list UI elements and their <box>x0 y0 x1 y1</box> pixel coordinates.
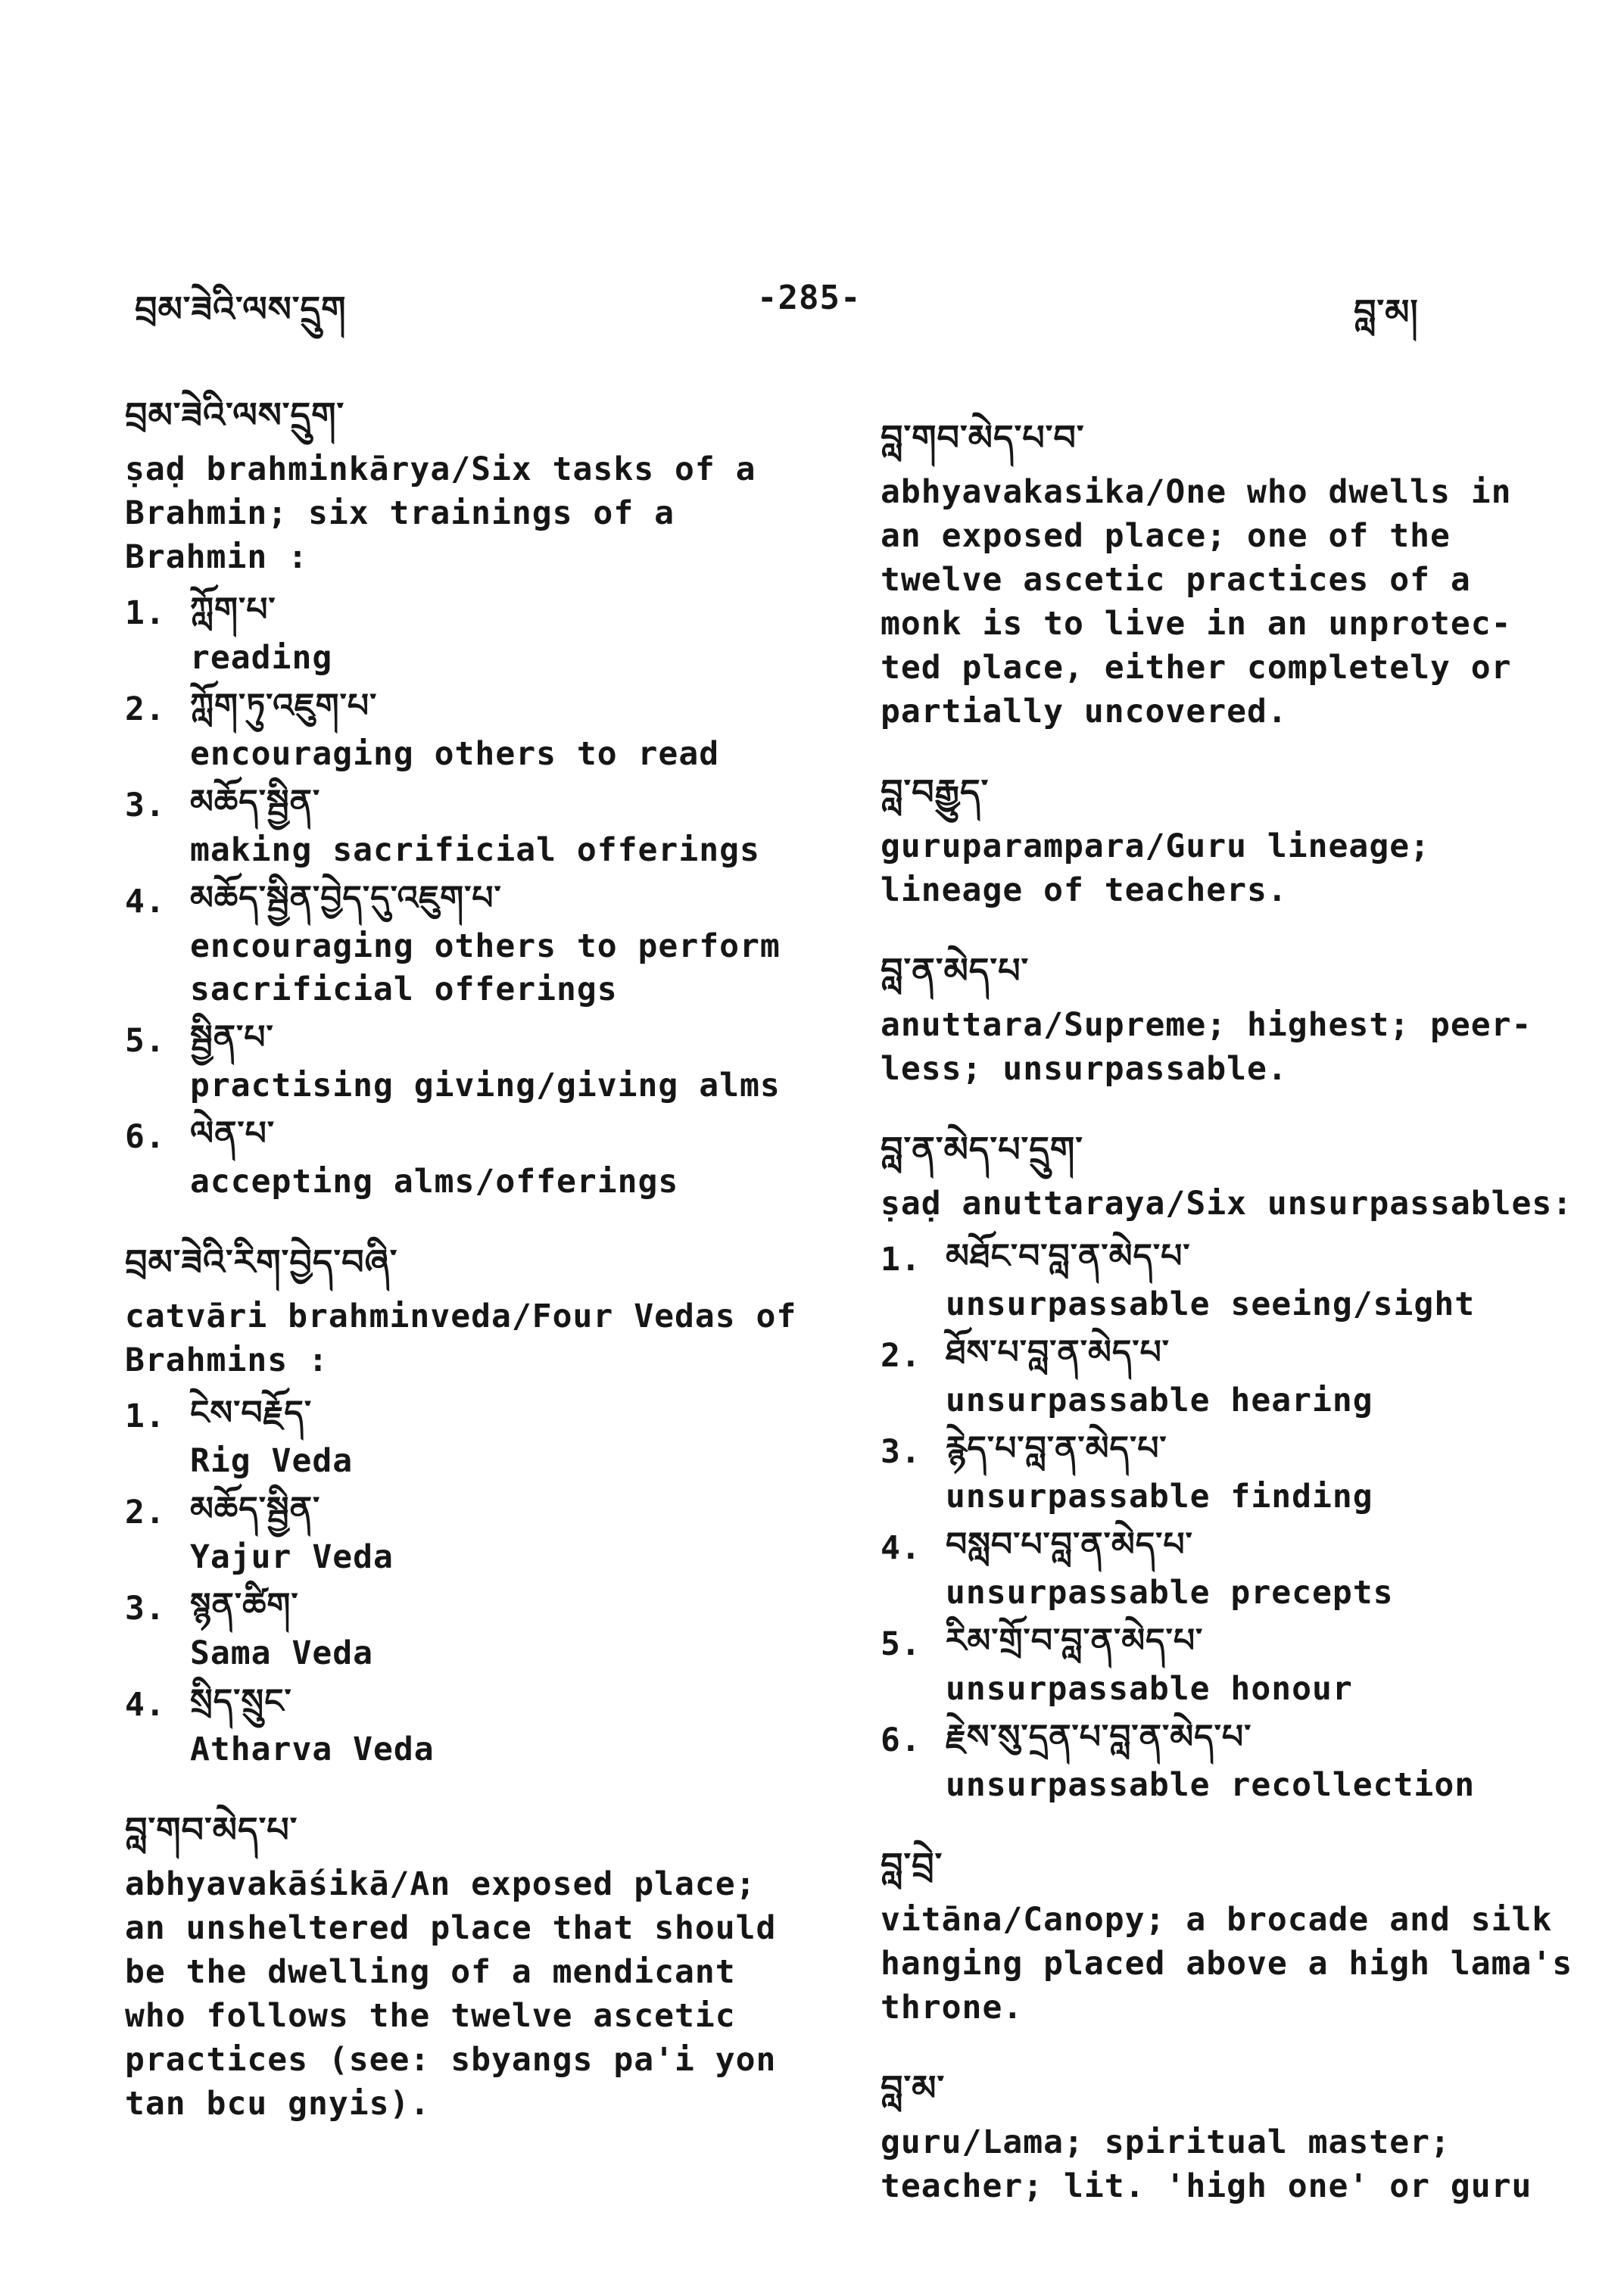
item-gloss: practising giving/giving alms <box>190 1067 781 1104</box>
item-tibetan: སྦྱིན་པ་ <box>190 1018 274 1057</box>
item-tibetan: རྙེད་པ་བླ་ན་མེད་པ་ <box>946 1429 1167 1468</box>
definition-line: Brahmin : <box>125 538 308 576</box>
item-tibetan: སྲིད་སྲུང་ <box>190 1682 292 1721</box>
definition-line: Brahmin; six trainings of a <box>125 494 675 532</box>
item-gloss: unsurpassable finding <box>946 1478 1373 1516</box>
entry-definition <box>125 1294 833 1382</box>
entry-definition <box>125 447 833 579</box>
definition-line: practices (see: sbyangs pa'i yon <box>125 2041 777 2079</box>
item-tibetan: ངེས་བརྗོད་ <box>190 1394 313 1432</box>
item-number: 2. <box>125 690 166 728</box>
dictionary-entry <box>881 1833 1588 2030</box>
entry-definition <box>881 824 1588 912</box>
item-gloss: Rig Veda <box>190 1442 354 1480</box>
entry-headword-tibetan: བླ་བརྒྱུད་ <box>881 771 990 812</box>
item-number: 4. <box>881 1529 921 1567</box>
running-head-tibetan-left: བྲམ་ཟེའི་ལས་དྲུག <box>135 288 347 329</box>
definition-line: ted place, either completely or <box>881 649 1512 687</box>
entry-definition <box>881 470 1588 734</box>
definition-line: be the dwelling of a mendicant <box>125 1953 736 1991</box>
page-number: -285- <box>757 279 862 317</box>
item-gloss: making sacrificial offerings <box>190 831 760 869</box>
entry-definition <box>125 1862 833 2126</box>
dictionary-entry <box>125 1229 833 1771</box>
item-tibetan: མཆོད་སྦྱིན་ <box>190 1490 321 1528</box>
item-tibetan: རྗེས་སུ་དྲན་པ་བླ་ན་མེད་པ་ <box>946 1718 1252 1756</box>
list-item <box>125 1108 833 1204</box>
entry-definition <box>881 2120 1588 2208</box>
item-tibetan: ལེན་པ་ <box>190 1114 276 1153</box>
item-gloss: unsurpassable precepts <box>946 1574 1394 1612</box>
item-tibetan: མཆོད་སྦྱིན་ <box>190 783 321 821</box>
list-item <box>881 1230 1588 1326</box>
item-number: 3. <box>125 1590 166 1628</box>
item-gloss: encouraging others to read <box>190 735 720 773</box>
item-number: 1. <box>881 1241 921 1279</box>
running-head-tibetan-right: བླ་མ། <box>1354 291 1419 332</box>
item-gloss: encouraging others to perform sacrificial offerings <box>190 927 781 1008</box>
item-number: 4. <box>125 1686 166 1724</box>
entry-definition <box>881 1003 1588 1091</box>
list-item <box>125 1675 833 1771</box>
definition-line: hanging placed above a high lama's <box>881 1945 1573 1983</box>
item-number: 6. <box>881 1721 921 1759</box>
item-gloss: unsurpassable hearing <box>946 1382 1373 1419</box>
list-item <box>881 1326 1588 1422</box>
list-item <box>125 1483 833 1579</box>
item-gloss: reading <box>190 639 333 677</box>
list-item <box>881 1711 1588 1807</box>
entry-numbered-list <box>125 1387 833 1771</box>
item-tibetan: སྙན་ཚིག་ <box>190 1586 299 1625</box>
entry-headword-tibetan: བླ་བྲེ་ <box>881 1845 943 1886</box>
item-number: 1. <box>125 594 166 632</box>
item-tibetan: ཐོས་པ་བླ་ན་མེད་པ་ <box>946 1333 1170 1372</box>
left-column <box>125 382 833 2151</box>
item-number: 4. <box>125 883 166 921</box>
list-item <box>881 1615 1588 1711</box>
definition-line: less; unsurpassable. <box>881 1050 1288 1088</box>
item-tibetan: རིམ་གྲོ་བ་བླ་ན་མེད་པ་ <box>946 1622 1204 1660</box>
list-item <box>881 1422 1588 1519</box>
item-number: 5. <box>881 1625 921 1663</box>
definition-line: throne. <box>881 1989 1024 2027</box>
entry-headword-tibetan: བླ་གབ་མེད་པ་ <box>125 1809 298 1850</box>
entry-definition <box>881 1898 1588 2030</box>
dictionary-entry <box>125 382 833 1204</box>
dictionary-entry <box>881 938 1588 1091</box>
item-tibetan: མཐོང་བ་བླ་ན་མེད་པ་ <box>946 1237 1191 1276</box>
definition-line: who follows the twelve ascetic <box>125 1997 736 2035</box>
definition-line: lineage of teachers. <box>881 871 1288 909</box>
right-column <box>881 405 1588 2234</box>
list-item <box>881 1519 1588 1615</box>
definition-line: teacher; lit. 'high one' or guru <box>881 2167 1532 2205</box>
item-gloss: unsurpassable recollection <box>946 1766 1476 1804</box>
list-item <box>125 584 833 680</box>
list-item <box>125 680 833 776</box>
list-item <box>125 1387 833 1483</box>
dictionary-entry <box>881 2055 1588 2208</box>
entry-definition <box>881 1182 1588 1226</box>
entry-headword-tibetan: བླ་གབ་མེད་པ་བ་ <box>881 417 1085 458</box>
definition-line: abhyavakasika/One who dwells in <box>881 473 1512 511</box>
dictionary-entry <box>881 1117 1588 1807</box>
list-item <box>125 1579 833 1675</box>
item-gloss: unsurpassable honour <box>946 1670 1353 1708</box>
definition-line: abhyavakāśikā/An exposed place; <box>125 1865 756 1903</box>
definition-line: ṣaḍ anuttaraya/Six unsurpassables: <box>881 1185 1573 1223</box>
item-number: 3. <box>881 1433 921 1471</box>
definition-line: tan bcu gnyis). <box>125 2085 431 2123</box>
dictionary-entry <box>125 1797 833 2126</box>
definition-line: ṣaḍ brahminkārya/Six tasks of a <box>125 450 756 488</box>
definition-line: Brahmins : <box>125 1341 329 1379</box>
list-item <box>125 872 833 1011</box>
item-tibetan: མཆོད་སྦྱིན་བྱེད་དུ་འཇུག་པ་ <box>190 879 502 918</box>
item-gloss: accepting alms/offerings <box>190 1163 679 1201</box>
item-number: 6. <box>125 1118 166 1156</box>
definition-line: guruparampara/Guru lineage; <box>881 827 1430 865</box>
definition-line: vitāna/Canopy; a brocade and silk <box>881 1901 1553 1939</box>
item-tibetan: ཀློག་པ་ <box>190 590 276 629</box>
definition-line: an exposed place; one of the <box>881 517 1451 555</box>
list-item <box>125 776 833 872</box>
entry-numbered-list <box>881 1230 1588 1807</box>
item-number: 2. <box>125 1494 166 1531</box>
definition-line: twelve ascetic practices of a <box>881 561 1471 599</box>
dictionary-entry <box>881 405 1588 734</box>
item-tibetan: བསླབ་པ་བླ་ན་མེད་པ་ <box>946 1525 1193 1564</box>
definition-line: partially uncovered. <box>881 693 1288 731</box>
item-number: 1. <box>125 1397 166 1435</box>
entry-headword-tibetan: བླ་ན་མེད་པ་དྲུག་ <box>881 1129 1083 1170</box>
list-item <box>125 1011 833 1108</box>
item-number: 3. <box>125 787 166 824</box>
definition-line: an unsheltered place that should <box>125 1909 777 1947</box>
entry-headword-tibetan: བྲམ་ཟེའི་རིག་བྱེད་བཞི་ <box>125 1242 398 1282</box>
item-tibetan: ཀློག་ཏུ་འཇུག་པ་ <box>190 687 378 725</box>
entry-headword-tibetan: བླ་ན་མེད་པ་ <box>881 950 1030 991</box>
definition-line: anuttara/Supreme; highest; peer- <box>881 1006 1532 1044</box>
item-gloss: Yajur Veda <box>190 1538 394 1576</box>
definition-line: monk is to live in an unprotec- <box>881 605 1512 643</box>
dictionary-entry <box>881 759 1588 912</box>
definition-line: catvāri brahminveda/Four Vedas of <box>125 1298 797 1335</box>
item-gloss: Atharva Veda <box>190 1731 435 1768</box>
entry-numbered-list <box>125 584 833 1204</box>
entry-headword-tibetan: བླ་མ་ <box>881 2067 946 2108</box>
item-number: 5. <box>125 1022 166 1060</box>
definition-line: guru/Lama; spiritual master; <box>881 2123 1451 2161</box>
item-number: 2. <box>881 1337 921 1375</box>
item-gloss: Sama Veda <box>190 1634 373 1672</box>
entry-headword-tibetan: བྲམ་ཟེའི་ལས་དྲུག་ <box>125 394 345 435</box>
item-gloss: unsurpassable seeing/sight <box>946 1285 1476 1323</box>
